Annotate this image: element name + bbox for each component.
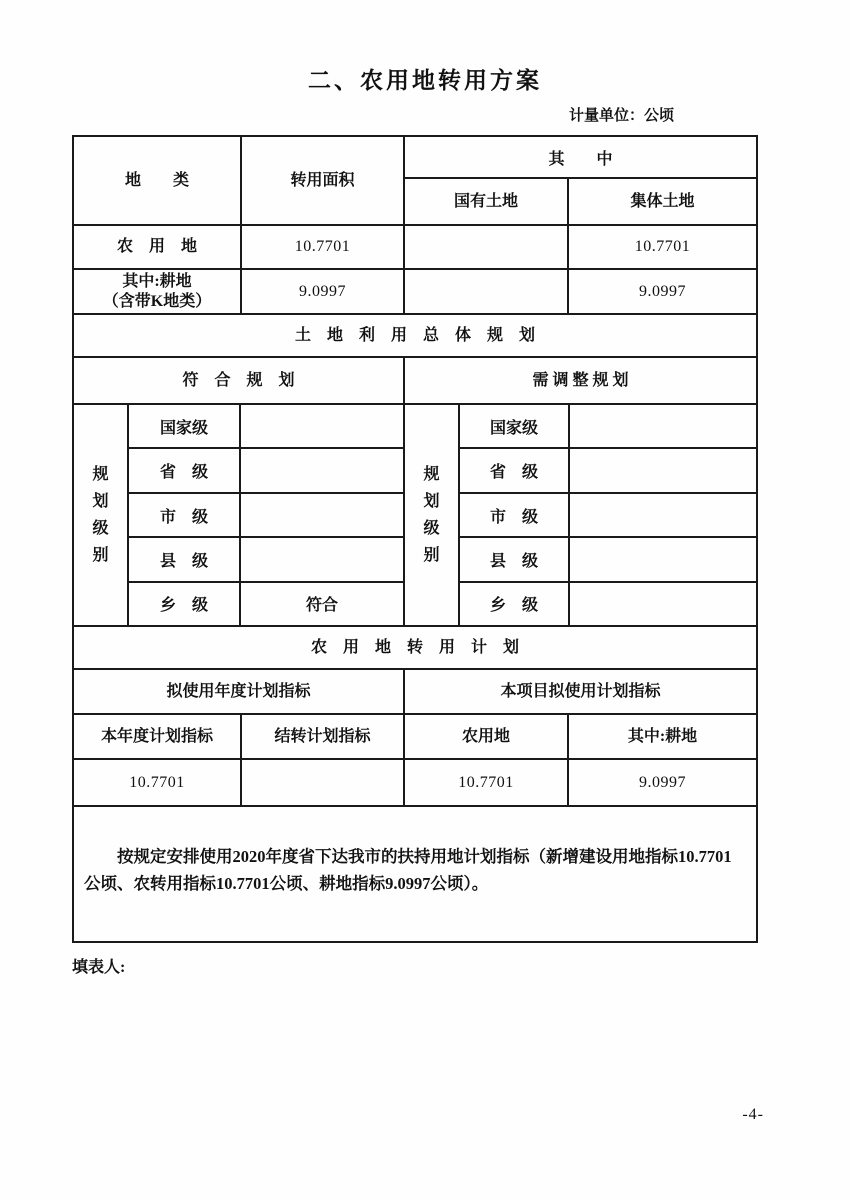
comply-label-national: 国家级 [129, 405, 241, 447]
val-agricultural-land: 10.7701 [405, 760, 569, 805]
planning-split-header-row [74, 358, 756, 405]
conversion-columns-row [74, 715, 756, 760]
adjust-label-national: 国家级 [460, 405, 570, 447]
cultivated-state-value [405, 270, 569, 313]
form-filler-label: 填表人: [72, 959, 126, 976]
adjust-levels-half [405, 405, 756, 625]
adjust-row-city [460, 494, 756, 538]
agricultural-collective-value: 10.7701 [634, 238, 691, 255]
comply-row-province [129, 449, 403, 493]
adjust-level-axis [405, 405, 460, 625]
project-indicator-header: 本项目拟使用计划指标 [500, 682, 661, 700]
adjust-row-township [460, 583, 756, 625]
comply-level-axis [74, 405, 129, 625]
comply-level-axis-text: 规划级别 [92, 465, 109, 565]
comply-row-township [129, 583, 403, 625]
comply-value-township: 符合 [305, 597, 338, 615]
val-carryover-indicator [242, 760, 405, 805]
comply-label-county: 县 级 [129, 538, 241, 580]
note-row [74, 807, 756, 941]
comply-planning-header: 符 合 规 划 [74, 358, 405, 403]
val-annual-indicator: 10.7701 [74, 760, 242, 805]
adjust-value-national [570, 405, 756, 447]
adjust-label-city: 市 级 [460, 494, 570, 536]
conversion-section-title-row [74, 627, 756, 670]
adjust-row-province [460, 449, 756, 493]
comply-levels-half [74, 405, 405, 625]
planning-levels-block [74, 405, 756, 627]
agricultural-land-label: 农 用 地 [74, 226, 242, 268]
comply-label-province: 省 级 [129, 449, 241, 491]
conversion-section-title: 农 用 地 转 用 计 划 [310, 638, 519, 656]
val-cultivated-land: 9.0997 [639, 773, 686, 791]
cultivated-label-line2: （含带K地类） [102, 292, 212, 310]
document-title: 二、农用地转用方案 [308, 67, 542, 93]
header-collective-land: 集体土地 [630, 192, 695, 210]
row-cultivated-land [74, 270, 756, 315]
conversion-split-header-row [74, 670, 756, 715]
adjust-row-national [460, 405, 756, 449]
col-agricultural-land: 农用地 [405, 715, 569, 758]
header-land-class: 地 类 [74, 137, 242, 224]
col-annual-indicator: 本年度计划指标 [74, 715, 242, 758]
measurement-unit-label: 计量单位：公顷 [568, 108, 674, 124]
header-of-which: 其 中 [405, 137, 756, 179]
adjust-planning-header: 需 调 整 规 划 [532, 371, 629, 389]
adjust-label-county: 县 级 [460, 538, 570, 580]
comply-row-city [129, 494, 403, 538]
adjust-label-province: 省 级 [460, 449, 570, 491]
comply-label-township: 乡 级 [129, 583, 241, 625]
cultivated-land-label [74, 270, 242, 313]
comply-value-province [241, 449, 403, 491]
adjust-value-county [570, 538, 756, 580]
comply-row-national [129, 405, 403, 449]
row-agricultural-land [74, 226, 756, 270]
adjust-value-province [570, 449, 756, 491]
note-text: 按规定安排使用2020年度省下达我市的扶持用地计划指标（新增建设用地指标10.7701公顷、农转用指标10.7701公顷、耕地指标9.0997公顷）。 [84, 847, 732, 893]
comply-row-county [129, 538, 403, 582]
header-conversion-area: 转用面积 [242, 137, 405, 224]
agricultural-state-value [405, 226, 569, 268]
agricultural-area-value: 10.7701 [242, 226, 405, 268]
adjust-label-township: 乡 级 [460, 583, 570, 625]
comply-value-national [241, 405, 403, 447]
page-number: -4- [742, 1106, 764, 1123]
conversion-values-row [74, 760, 756, 807]
adjust-value-city [570, 494, 756, 536]
comply-label-city: 市 级 [129, 494, 241, 536]
col-cultivated-land: 其中:耕地 [627, 727, 698, 745]
header-of-which-group [405, 137, 756, 224]
cultivated-label-line1: 其中:耕地 [122, 272, 192, 290]
annual-indicator-header: 拟使用年度计划指标 [74, 670, 405, 713]
cultivated-area-value: 9.0997 [242, 270, 405, 313]
cultivated-collective-value: 9.0997 [639, 282, 686, 300]
col-carryover-indicator: 结转计划指标 [242, 715, 405, 758]
comply-value-city [241, 494, 403, 536]
comply-value-county [241, 538, 403, 580]
adjust-row-county [460, 538, 756, 582]
note-cell [74, 807, 756, 941]
planning-section-title: 土 地 利 用 总 体 规 划 [294, 326, 535, 344]
table-header-row [74, 137, 756, 226]
adjust-value-township [570, 583, 756, 625]
header-state-land: 国有土地 [405, 179, 569, 224]
planning-section-title-row [74, 315, 756, 358]
land-conversion-table [72, 135, 758, 943]
adjust-level-axis-text: 规划级别 [423, 465, 440, 565]
